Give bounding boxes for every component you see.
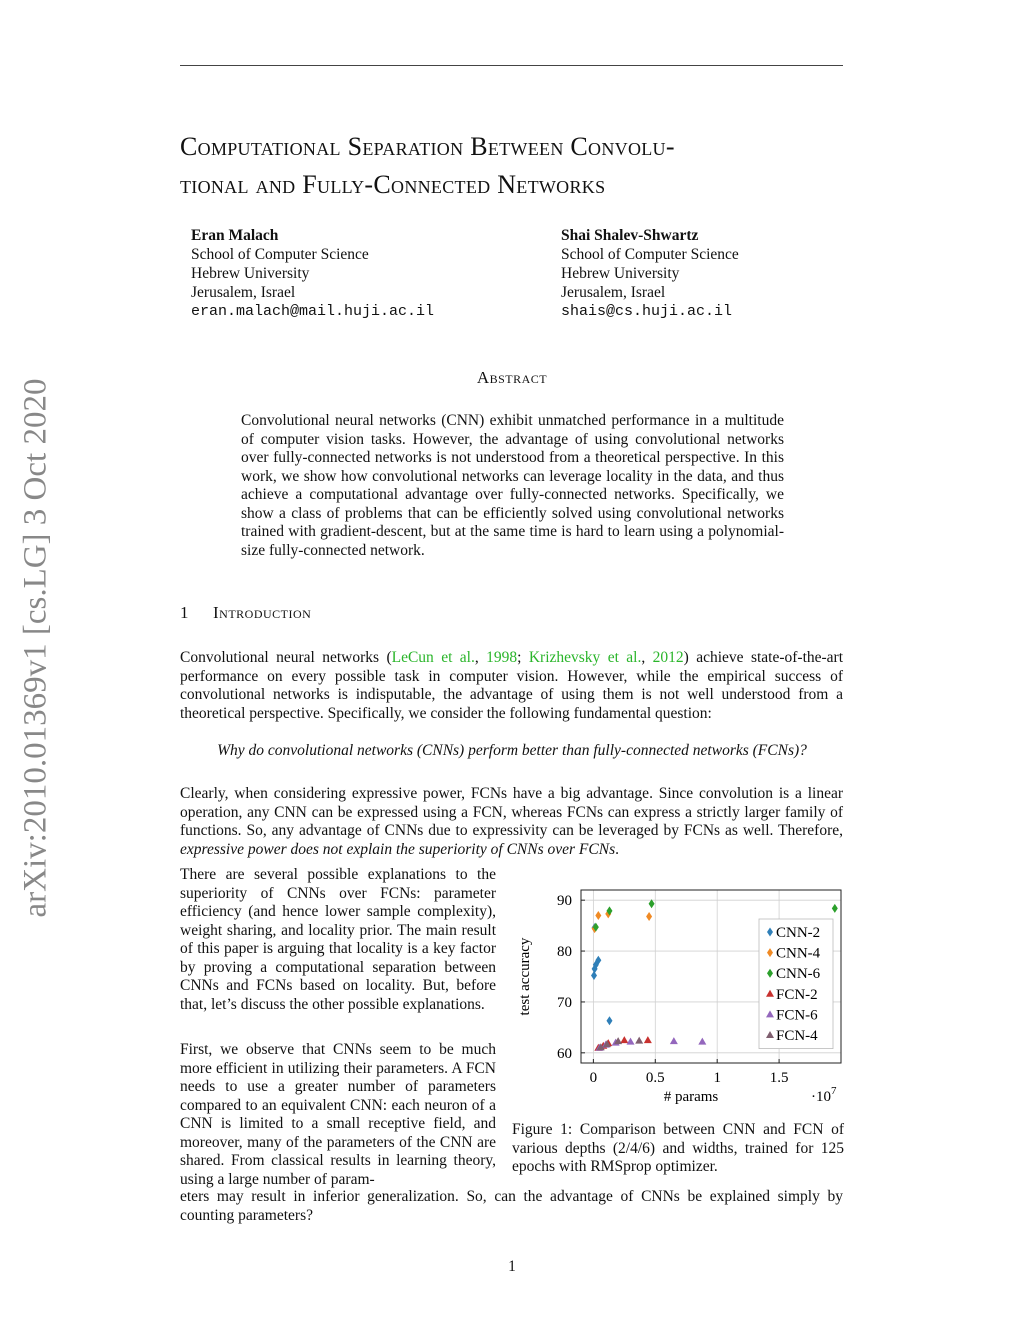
emphasis-text: expressive power does not explain the superiority of CNNs over FCNs — [180, 840, 616, 858]
author-university: Hebrew University — [191, 265, 310, 282]
data-point-cnn-4 — [646, 912, 652, 921]
author-department: School of Computer Science — [191, 246, 369, 263]
x-tick-label: 0 — [589, 1070, 598, 1086]
y-tick-label: 90 — [557, 893, 572, 910]
author-university: Hebrew University — [561, 265, 680, 282]
author-email[interactable]: eran.malach@mail.huji.ac.il — [191, 303, 435, 320]
data-point-fcn-4 — [635, 1037, 643, 1044]
author-block-1 — [191, 226, 434, 321]
text-run: ) achieve state-of-the-art performance on every possible task in computer vision. However, while the empirical success of convolutional networks is indisputable, the advantage of using them is not well understood from a theoretical perspective. Specifically, we consider the following fundamental question: — [180, 649, 844, 722]
text-run: ; — [517, 649, 529, 666]
intro-paragraph-2 — [180, 785, 843, 859]
intro-paragraph-1 — [180, 649, 843, 723]
text-run: , — [474, 649, 487, 666]
legend-label-fcn-4: FCN-4 — [776, 1028, 818, 1044]
author-department: School of Computer Science — [561, 246, 739, 263]
y-axis-label: test accuracy — [517, 937, 533, 1016]
author-city: Jerusalem, Israel — [191, 284, 296, 301]
data-point-fcn-2 — [620, 1036, 628, 1043]
x-scale-exponent: 7 — [831, 1085, 837, 1097]
figure-1-scatter-chart — [500, 882, 845, 1107]
legend-label-fcn-6: FCN-6 — [776, 1007, 818, 1024]
x-scale-base: ·10 — [811, 1089, 831, 1105]
data-point-cnn-4 — [595, 911, 601, 920]
title-line-1: Computational Separation Between Convolu- — [180, 132, 675, 161]
citation-krizhevsky-year[interactable]: 2012 — [652, 649, 684, 666]
data-point-cnn-6 — [832, 904, 838, 913]
author-block-2 — [561, 226, 739, 321]
data-point-fcn-6 — [698, 1038, 706, 1045]
text-run: . — [615, 840, 619, 858]
x-tick-label: 1 — [713, 1070, 721, 1086]
arxiv-identifier: arXiv:2010.01369v1 [cs.LG] 3 Oct 2020 — [17, 378, 54, 917]
citation-krizhevsky[interactable]: Krizhevsky et al. — [528, 649, 642, 666]
intro-paragraph-3: There are several possible explanations to the superiority of CNNs over FCNs: parameter efficiency (and hence lower sample complexity), weight sharing, and locality prior. The main result of this paper is arguing that locality is a key factor by proving a computational separation between CNNs and FCNs based on locality. But, before that, let’s discuss the other possible explanations. — [180, 866, 496, 1013]
y-tick-label: 70 — [557, 994, 572, 1011]
data-point-fcn-6 — [670, 1037, 678, 1044]
legend-label-fcn-2: FCN-2 — [776, 986, 818, 1003]
legend-label-cnn-2: CNN-2 — [776, 925, 821, 941]
author-email[interactable]: shais@cs.huji.ac.il — [561, 303, 733, 320]
citation-lecun-year[interactable]: 1998 — [486, 649, 518, 666]
abstract-text: Convolutional neural networks (CNN) exhibit unmatched performance in a multitude of computer vision tasks. However, the advantage of using convolutional networks over fully-connected networks is not understood from a theoretical perspective. In this work, we show how convolutional networks can leverage locality in the data, and thus achieve a computational advantage over fully-connected networks. Specifically, we show a class of problems that can be efficiently solved using convolutional networks trained with gradient-descent, but at the same time is hard to learn using a polynomial-size fully-connected network. — [241, 412, 784, 559]
data-point-fcn-6 — [627, 1038, 635, 1045]
x-tick-label: 0.5 — [645, 1070, 665, 1086]
legend-label-cnn-6: CNN-6 — [776, 966, 821, 983]
x-axis-scale-label — [811, 1085, 837, 1105]
intro-paragraph-4-continued: eters may result in inferior generalization. So, can the advantage of CNNs be explained simply by counting parameters? — [180, 1188, 843, 1224]
research-question: Why do convolutional networks (CNNs) perform better than fully-connected networks (FCNs)? — [217, 742, 807, 759]
abstract-heading: Abstract — [476, 368, 548, 387]
y-tick-label: 60 — [557, 1045, 572, 1062]
section-title: Introduction — [213, 603, 312, 622]
top-rule — [180, 65, 843, 66]
intro-paragraph-4: First, we observe that CNNs seem to be much more efficient in utilizing their parameters. A FCN needs to use a greater number of parameters compared to an equivalent CNN: each neuron of a CNN is limited to a small receptive field, and moreover, many of the parameters of the CNN are shared. From classical results in learning theory, using a large number of param- — [180, 1041, 496, 1188]
data-point-cnn-6 — [649, 899, 655, 908]
x-axis-label: # params — [663, 1089, 719, 1105]
text-run: Convolutional neural networks ( — [180, 649, 392, 666]
paper-title — [180, 128, 850, 204]
text-run: , — [641, 649, 653, 666]
arxiv-identifier-sidebar — [6, 365, 66, 930]
data-point-cnn-2 — [606, 1016, 612, 1025]
text-run: Clearly, when considering expressive power, FCNs have a big advantage. Since convolution is a linear operation, any CNN can be expressed using a FCN, whereas FCNs can express a strictly larger family of functions. So, any advantage of CNNs due to expressivity can be leveraged by FCNs as well. Therefore, — [180, 785, 843, 839]
author-city: Jerusalem, Israel — [561, 284, 666, 301]
title-line-2: tional and Fully-Connected Networks — [180, 170, 606, 199]
citation-lecun[interactable]: LeCun et al. — [391, 649, 475, 666]
section-heading — [180, 603, 311, 623]
legend-label-cnn-4: CNN-4 — [776, 945, 821, 962]
figure-caption: Figure 1: Comparison between CNN and FCN of various depths (2/4/6) and widths, trained for 125 epochs with RMSprop optimizer. — [512, 1121, 844, 1175]
author-name: Shai Shalev-Shwartz — [561, 227, 699, 244]
section-number: 1 — [180, 603, 189, 622]
author-name: Eran Malach — [191, 227, 279, 244]
page-number: 1 — [508, 1258, 516, 1275]
x-tick-label: 1.5 — [769, 1070, 789, 1086]
y-tick-label: 80 — [557, 944, 572, 961]
data-point-fcn-2 — [644, 1036, 652, 1043]
